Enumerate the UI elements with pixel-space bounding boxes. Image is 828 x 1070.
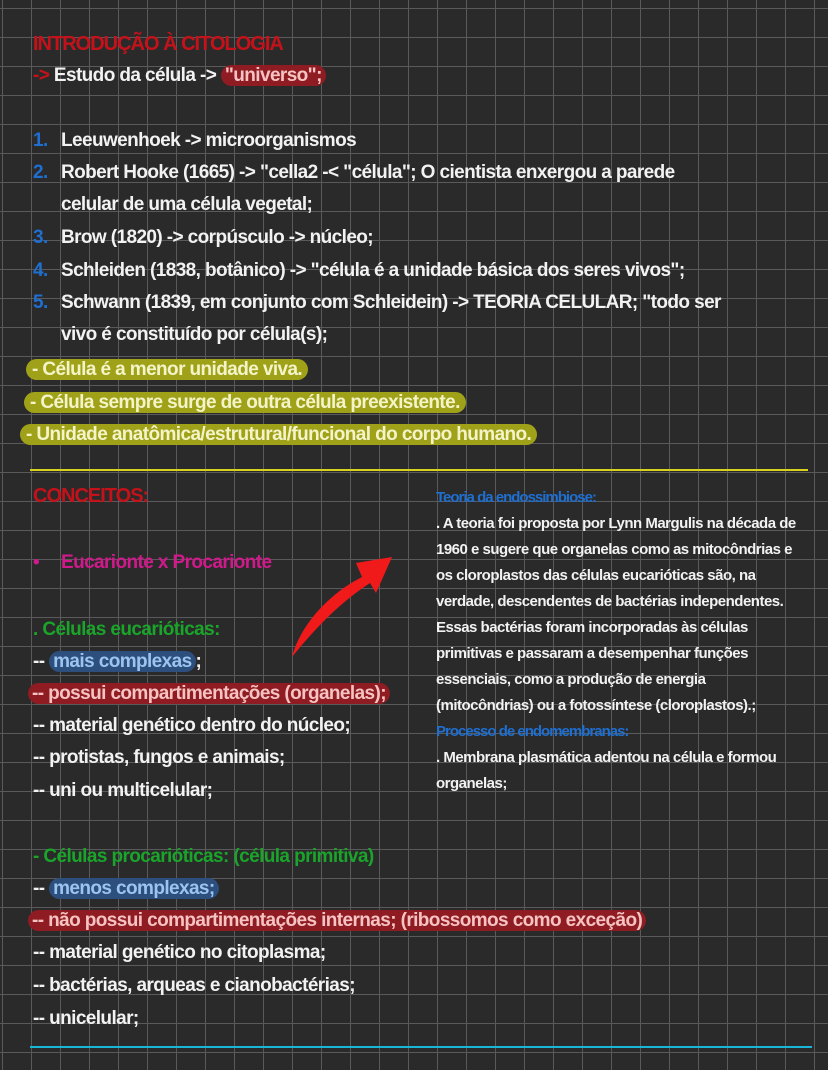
euc-line: -- uni ou multicelular; [33, 780, 213, 801]
endo-line: (mitocôndrias) ou a fotossíntese (cloroplastos).; [436, 697, 756, 714]
endo-line: . A teoria foi proposta por Lynn Margulis na década de [436, 515, 796, 532]
intro-title: INTRODUÇÃO À CITOLOGIA [33, 33, 283, 55]
list-item-cont: vivo é constituído por célula(s); [61, 324, 328, 345]
endo-line: 1960 e sugere que organelas como as mitocôndrias e [436, 541, 792, 558]
item-text: Schleiden (1838, botânico) -> "célula é a unidade básica dos seres vivos"; [61, 260, 685, 281]
pro-title: - Células procarióticas: (célula primitiva) [33, 846, 374, 867]
list-item [33, 161, 675, 185]
highlight-blue: mais complexas [49, 651, 195, 672]
conceitos-title: CONCEITOS: [33, 485, 149, 507]
list-item [33, 129, 356, 153]
arrow-text: -> [33, 65, 50, 86]
endo-line: Essas bactérias foram incorporadas às células [436, 619, 748, 636]
pro-line [33, 877, 219, 901]
pro-line [28, 909, 646, 933]
highlight-yellow: - Célula sempre surge de outra célula preexistente. [24, 392, 466, 413]
bullet-item [33, 551, 272, 575]
item-number: 4. [33, 260, 48, 281]
endo-line: os cloroplastos das células eucarióticas são, na [436, 567, 756, 584]
euc-line: -- protistas, fungos e animais; [33, 747, 285, 768]
highlight-yellow: - Célula é a menor unidade viva. [26, 359, 308, 380]
list-item-cont: celular de uma célula vegetal; [61, 194, 313, 215]
euc-title: . Células eucarióticas: [33, 619, 220, 640]
divider-cyan [30, 1046, 812, 1048]
euc-line [33, 650, 201, 674]
item-text: Brow (1820) -> corpúsculo -> núcleo; [61, 227, 374, 248]
intro-line [33, 64, 326, 88]
membr-line: organelas; [436, 775, 507, 792]
endo-line: primitivas e passaram a desempenhar funções [436, 645, 748, 662]
euc-line: -- material genético dentro do núcleo; [33, 715, 351, 736]
highlight-line [20, 423, 537, 447]
pro-line: -- unicelular; [33, 1008, 139, 1029]
item-number: 1. [33, 130, 48, 151]
membr-line: . Membrana plasmática adentou na célula e formou [436, 749, 777, 766]
intro-line-text: Estudo da célula -> [49, 65, 221, 86]
endo-line: essenciais, como a produção de energia [436, 671, 706, 688]
item-text: Leeuwenhoek -> microorganismos [61, 130, 357, 151]
endo-title: Teoria da endossimbiose: [436, 489, 596, 506]
highlight-universo: "universo"; [221, 65, 326, 86]
highlight-yellow: - Unidade anatômica/estrutural/funcional do corpo humano. [20, 424, 537, 445]
bullet-text: Eucarionte x Procarionte [61, 552, 272, 573]
endo-line: verdade, descendentes de bactérias independentes. [436, 593, 784, 610]
pro-line: -- bactérias, arqueas e cianobactérias; [33, 975, 355, 996]
highlight-red: -- não possui compartimentações internas; (ribossomos como exceção) [28, 910, 646, 931]
divider-yellow [30, 469, 808, 471]
highlight-blue: menos complexas; [49, 878, 218, 899]
membr-title: Processo de endomembranas: [436, 723, 629, 740]
item-number: 5. [33, 292, 48, 313]
list-item [33, 291, 721, 315]
bullet-icon: • [33, 552, 40, 573]
highlight-line [26, 358, 308, 382]
euc-line [28, 682, 390, 706]
item-text: Schwann (1839, em conjunto com Schleidein) -> TEORIA CELULAR; "todo ser [61, 292, 721, 313]
dash: -- [33, 878, 50, 899]
semicolon: ; [195, 651, 202, 672]
list-item [33, 226, 373, 250]
dash: -- [33, 651, 50, 672]
pro-line: -- material genético no citoplasma; [33, 942, 326, 963]
list-item [33, 259, 685, 283]
item-number: 2. [33, 162, 48, 183]
highlight-line [24, 391, 466, 415]
item-number: 3. [33, 227, 48, 248]
red-arrow-icon [280, 535, 400, 665]
highlight-red: -- possui compartimentações (organelas); [28, 683, 390, 704]
item-text: Robert Hooke (1665) -> "cella2 -< "célula"; O cientista enxergou a parede [61, 162, 675, 183]
